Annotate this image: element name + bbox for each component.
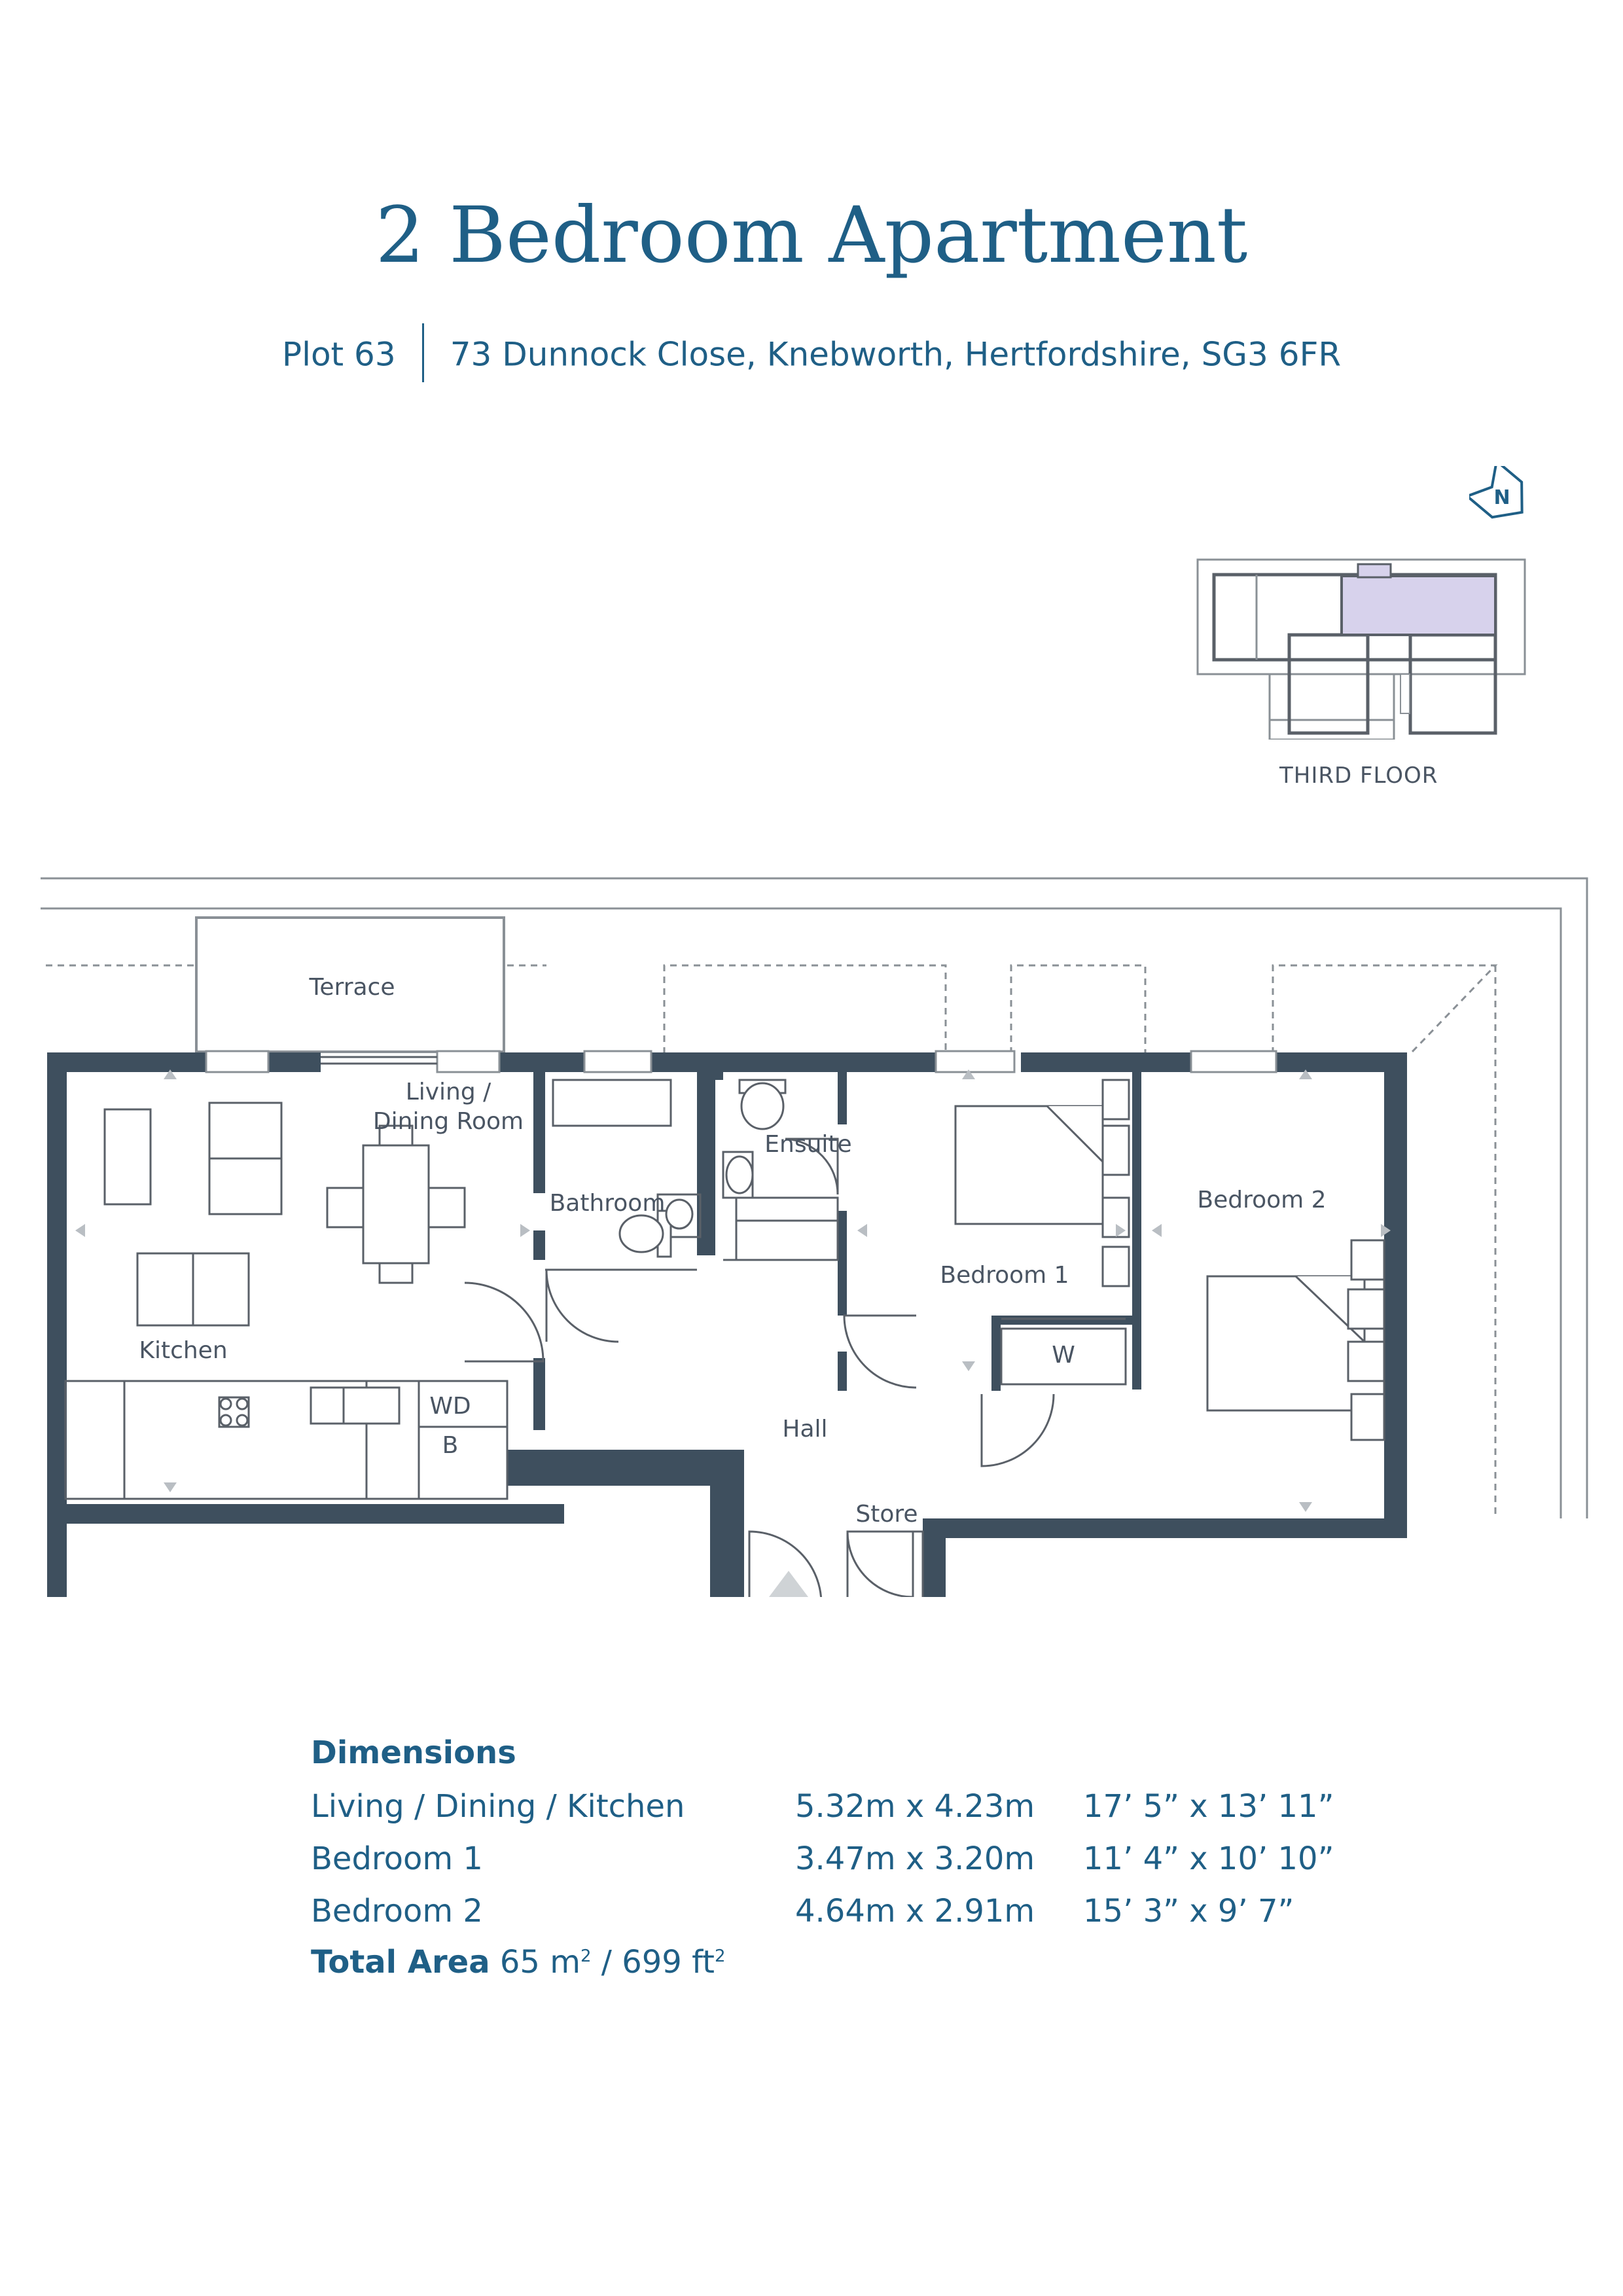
north-label: N [1493, 486, 1510, 509]
label-bedroom1: Bedroom 1 [940, 1262, 1069, 1289]
key-plan [1191, 556, 1531, 740]
dimension-row [311, 1833, 1334, 1885]
label-hall: Hall [782, 1416, 828, 1443]
dimensions-table [311, 1780, 1334, 1937]
label-wardrobe: W [1052, 1342, 1075, 1369]
dimensions-section [311, 1734, 1334, 1981]
balcony-outlines [46, 965, 1495, 1518]
total-area-separator: / [591, 1944, 622, 1981]
label-living-line1: Living / [405, 1079, 491, 1105]
highlighted-apartment [1342, 576, 1495, 635]
imperial-dimensions: 15’ 3” x 9’ 7” [1083, 1893, 1294, 1929]
label-kitchen: Kitchen [139, 1337, 228, 1364]
label-terrace: Terrace [309, 974, 395, 1001]
dimension-row [311, 1885, 1334, 1937]
metric-dimensions: 3.47m x 3.20m [795, 1840, 1035, 1877]
north-arrow-icon [1469, 466, 1535, 531]
total-area-metric: 65 m [499, 1944, 580, 1981]
label-bedroom2: Bedroom 2 [1197, 1187, 1327, 1213]
room-name: Bedroom 2 [311, 1893, 483, 1929]
room-name: Living / Dining / Kitchen [311, 1788, 685, 1825]
total-area-metric-unit-exponent: 2 [580, 1946, 592, 1966]
dimension-row [311, 1780, 1334, 1833]
floor-plan [0, 864, 1623, 1597]
label-bathroom: Bathroom [549, 1190, 666, 1217]
address: 73 Dunnock Close, Knebworth, Hertfordshire, SG3 6FR [450, 335, 1342, 374]
room-name: Bedroom 1 [311, 1840, 483, 1877]
floor-label: THIRD FLOOR [1279, 762, 1438, 789]
imperial-dimensions: 17’ 5” x 13’ 11” [1083, 1788, 1334, 1825]
total-area [311, 1944, 1334, 1981]
metric-dimensions: 4.64m x 2.91m [795, 1893, 1035, 1929]
total-area-imperial: 699 ft [622, 1944, 715, 1981]
imperial-dimensions: 11’ 4” x 10’ 10” [1083, 1840, 1334, 1877]
total-area-imperial-unit-exponent: 2 [714, 1946, 726, 1966]
plot-address-line [0, 327, 1623, 386]
plot-number: Plot 63 [281, 335, 396, 374]
dimensions-heading: Dimensions [311, 1734, 516, 1771]
divider [422, 323, 424, 382]
label-boiler: B [442, 1432, 459, 1459]
page-title: 2 Bedroom Apartment [375, 190, 1248, 280]
label-living-line2: Dining Room [372, 1108, 524, 1135]
total-area-label: Total Area [311, 1944, 490, 1981]
label-store: Store [855, 1501, 918, 1528]
label-washer-dryer: WD [429, 1393, 471, 1420]
entrance-arrow-icon [769, 1571, 808, 1597]
metric-dimensions: 5.32m x 4.23m [795, 1788, 1035, 1825]
label-ensuite: Ensuite [764, 1131, 852, 1158]
